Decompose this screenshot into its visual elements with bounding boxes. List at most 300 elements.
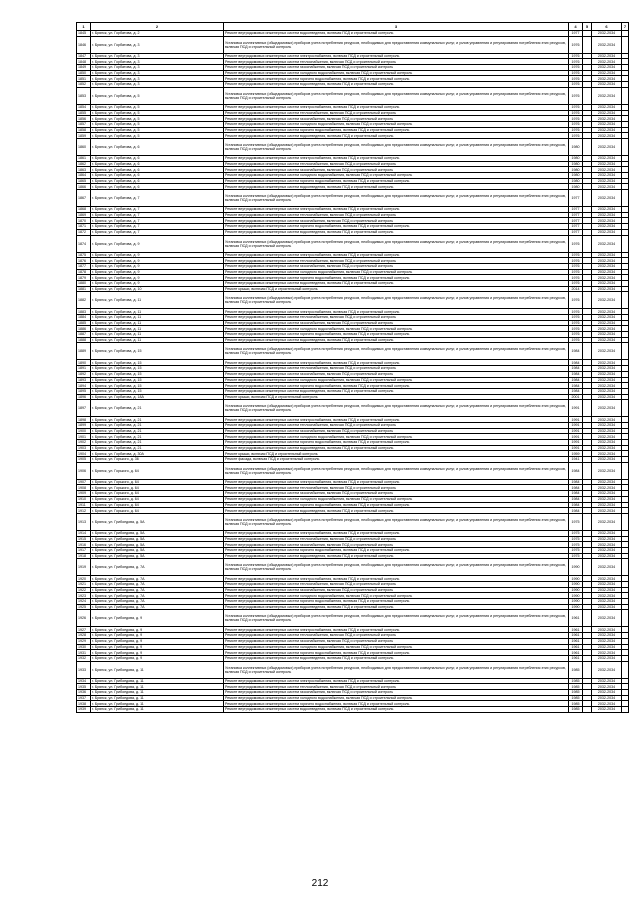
year-cell: 1976 [569,127,583,133]
row-number-cell: 1882 [77,292,91,309]
col-7-header: 7 [622,23,629,31]
year-cell: 1975 [569,513,583,530]
year-cell: 1977 [569,224,583,230]
address-cell: г. Брянск, ул. Горбатова, д. 5 [91,87,224,104]
year-cell: 1985 [569,707,583,713]
period-cell: 2032-2034 [592,127,622,133]
year-cell: 1977 [569,212,583,218]
period-cell: 2032-2034 [592,684,622,690]
row-number-cell: 1871 [77,224,91,230]
address-cell: г. Брянск, ул. Горбатова, д. 18А [91,394,224,400]
address-cell: г. Брянск, ул. Горбатова, д. 11 [91,292,224,309]
address-cell: г. Брянск, ул. Грибоедова, д. 9 [91,627,224,633]
work-type-cell: Ремонт внутридомовых инженерных систем электроснабжения, включая ПСД и строительный контроль [224,627,569,633]
work-type-cell: Ремонт внутридомовых инженерных систем горячего водоснабжения, включая ПСД и строительный контроль [224,275,569,281]
year-cell: 1984 [569,479,583,485]
address-cell: г. Брянск, ул. Грибоедова, д. 5А [91,547,224,553]
table-row [77,610,629,627]
work-type-cell: Ремонт внутридомовых инженерных систем горячего водоснабжения, включая ПСД и строительный контроль [224,332,569,338]
row-number-cell: 1934 [77,678,91,684]
year-cell: 1980 [569,167,583,173]
row-number-cell: 1911 [77,502,91,508]
work-type-cell: Ремонт внутридомовых инженерных систем водоотведения, включая ПСД и строительный контроль [224,337,569,343]
address-cell: г. Брянск, ул. Горбатова, д. 3 [91,70,224,76]
row-number-cell: 1854 [77,104,91,110]
period-cell: 2032-2034 [592,371,622,377]
row-number-cell: 1846 [77,36,91,53]
period-cell: 2032-2034 [592,252,622,258]
period-cell: 2032-2034 [592,513,622,530]
year-cell: 1984 [569,371,583,377]
table-row [77,36,629,53]
col-3-header: 3 [224,23,569,31]
empty-cell [622,513,629,530]
year-cell: 1990 [569,582,583,588]
row-number-cell: 1935 [77,684,91,690]
work-type-cell: Ремонт внутридомовых инженерных систем электроснабжения, включая ПСД и строительный контроль [224,479,569,485]
period-cell: 2032-2034 [592,701,622,707]
year-cell: 1977 [569,207,583,213]
address-cell: г. Брянск, ул. Грибоедова, д. 11 [91,684,224,690]
row-number-cell: 1912 [77,508,91,514]
empty-cell [622,462,629,479]
year-cell: 1985 [569,695,583,701]
year-cell: 1990 [569,599,583,605]
address-cell: г. Брянск, ул. Горбатова, д. 7 [91,229,224,235]
address-cell: г. Брянск, ул. Горбатова, д. 5 [91,116,224,122]
year-cell: 1991 [569,422,583,428]
year-cell: 1961 [569,638,583,644]
year-cell: 1984 [569,343,583,360]
work-type-cell: Ремонт внутридомовых инженерных систем электроснабжения, включая ПСД и строительный контроль [224,104,569,110]
work-type-cell: Ремонт внутридомовых инженерных систем холодного водоснабжения, включая ПСД и строительный контроль [224,173,569,179]
address-cell: г. Брянск, ул. Грибоедова, д. 9 [91,655,224,661]
row-number-cell: 1885 [77,320,91,326]
period-cell: 2032-2034 [592,326,622,332]
work-type-cell: Ремонт внутридомовых инженерных систем водоотведения, включая ПСД и строительный контроль [224,82,569,88]
year-cell: 1980 [569,184,583,190]
address-cell: г. Брянск, ул. Горбатова, д. 11 [91,315,224,321]
period-cell: 2032-2034 [592,263,622,269]
row-number-cell: 1891 [77,366,91,372]
year-cell: 1975 [569,536,583,542]
address-cell: г. Брянск, ул. Горбатова, д. 11 [91,337,224,343]
period-cell: 2032-2034 [592,638,622,644]
work-type-cell: Ремонт внутридомовых инженерных систем горячего водоснабжения, включая ПСД и строительный контроль [224,547,569,553]
row-number-cell: 1858 [77,127,91,133]
year-cell: 1976 [569,65,583,71]
row-number-cell: 1914 [77,530,91,536]
period-cell: 2032-2034 [592,110,622,116]
year-cell: 1977 [569,190,583,207]
period-cell: 2032-2034 [592,417,622,423]
address-cell: г. Брянск, ул. Грибоедова, д. 7А [91,604,224,610]
address-cell: г. Брянск, ул. Горбатова, д. 11 [91,332,224,338]
year-cell: 1977 [569,218,583,224]
work-type-cell: Ремонт внутридомовых инженерных систем горячего водоснабжения, включая ПСД и строительный контроль [224,650,569,656]
work-type-cell: Ремонт внутридомовых инженерных систем теплоснабжения, включая ПСД и строительный контроль [224,212,569,218]
row-number-cell: 1884 [77,315,91,321]
work-type-cell: Ремонт внутридомовых инженерных систем теплоснабжения, включая ПСД и строительный контроль [224,485,569,491]
work-type-cell: Установка коллективных (общедомовых) приборов учета потребления ресурсов, необходимых для предоставления коммунальных услуг, и узлов управления и регулирования потребления этих ресурсов, включая ПСД и строительный контроль [224,559,569,576]
row-number-cell: 1920 [77,576,91,582]
address-cell: г. Брянск, ул. Горбатова, д. 21 [91,434,224,440]
address-cell: г. Брянск, ул. Грибоедова, д. 5А [91,530,224,536]
year-cell: 1991 [569,445,583,451]
period-cell: 2032-2034 [592,292,622,309]
row-number-cell: 1921 [77,582,91,588]
year-cell: 1990 [569,604,583,610]
work-type-cell: Ремонт внутридомовых инженерных систем горячего водоснабжения, включая ПСД и строительный контроль [224,127,569,133]
table-row [77,87,629,104]
address-cell: г. Брянск, ул. Горбатова, д. 15 [91,343,224,360]
work-type-cell: Ремонт внутридомовых инженерных систем водоотведения, включая ПСД и строительный контроль [224,280,569,286]
address-cell: г. Брянск, ул. Грибоедова, д. 7А [91,582,224,588]
year-cell: 1976 [569,292,583,309]
col-4-header: 4 [569,23,583,31]
row-number-cell: 1847 [77,53,91,59]
period-cell: 2032-2034 [592,428,622,434]
empty-cell [622,661,629,678]
work-type-cell: Установка коллективных (общедомовых) приборов учета потребления ресурсов, необходимых для предоставления коммунальных услуг, и узлов управления и регулирования потребления этих ресурсов, включая ПСД и строительный контроль [224,400,569,417]
address-cell: г. Брянск, ул. Грибоедова, д. 9 [91,633,224,639]
address-cell: г. Брянск, ул. Горбатова, д. 9 [91,252,224,258]
period-cell: 2032-2034 [592,275,622,281]
address-cell: г. Брянск, ул. Горбатова, д. 15 [91,360,224,366]
work-type-cell: Ремонт внутридомовых инженерных систем холодного водоснабжения, включая ПСД и строительный контроль [224,496,569,502]
row-number-cell: 1902 [77,440,91,446]
work-type-cell: Ремонт внутридомовых инженерных систем газоснабжения, включая ПСД и строительный контроль [224,320,569,326]
address-cell: г. Брянск, ул. Горбатова, д. 3 [91,65,224,71]
empty-cell [583,707,592,713]
year-cell: 1941 [569,457,583,463]
row-number-cell: 1906 [77,462,91,479]
table-row [77,513,629,530]
work-type-cell: Ремонт внутридомовых инженерных систем теплоснабжения, включая ПСД и строительный контроль [224,110,569,116]
year-cell: 1984 [569,366,583,372]
period-cell: 2032-2034 [592,315,622,321]
address-cell: г. Брянск, ул. Горбатова, д. 6 [91,184,224,190]
table-row [77,400,629,417]
period-cell: 2032-2034 [592,31,622,37]
work-type-cell: Ремонт внутридомовых инженерных систем холодного водоснабжения, включая ПСД и строительный контроль [224,326,569,332]
period-cell: 2032-2034 [592,508,622,514]
row-number-cell: 1860 [77,138,91,155]
work-type-cell: Ремонт внутридомовых инженерных систем теплоснабжения, включая ПСД и строительный контроль [224,422,569,428]
period-cell: 2032-2034 [592,434,622,440]
row-number-cell: 1913 [77,513,91,530]
col-5-header: 5 [583,23,592,31]
address-cell: г. Брянск, ул. Горбатова, д. 15 [91,383,224,389]
period-cell: 2032-2034 [592,36,622,53]
row-number-cell: 1900 [77,428,91,434]
empty-cell [583,138,592,155]
empty-cell [622,292,629,309]
row-number-cell: 1903 [77,445,91,451]
table-body [77,31,629,713]
row-number-cell: 1905 [77,457,91,463]
year-cell: 1980 [569,155,583,161]
work-type-cell: Ремонт внутридомовых инженерных систем теплоснабжения, включая ПСД и строительный контроль [224,59,569,65]
work-type-cell: Ремонт внутридомовых инженерных систем горячего водоснабжения, включая ПСД и строительный контроль [224,178,569,184]
address-cell: г. Брянск, ул. Горбатова, д. 6 [91,173,224,179]
period-cell: 2032-2034 [592,440,622,446]
address-cell: г. Брянск, ул. Горбатова, д. 21 [91,400,224,417]
address-cell: г. Брянск, ул. Горбатова, д. 5 [91,133,224,139]
period-cell: 2032-2034 [592,76,622,82]
work-type-cell: Ремонт внутридомовых инженерных систем теплоснабжения, включая ПСД и строительный контроль [224,315,569,321]
empty-cell [622,138,629,155]
row-number-cell: 1922 [77,587,91,593]
row-number-cell: 1886 [77,326,91,332]
address-cell: г. Брянск, ул. Горбатова, д. 15 [91,388,224,394]
year-cell: 1976 [569,133,583,139]
work-type-cell: Ремонт внутридомовых инженерных систем холодного водоснабжения, включая ПСД и строительный контроль [224,434,569,440]
period-cell: 2032-2034 [592,678,622,684]
period-cell: 2032-2034 [592,286,622,292]
row-number-cell: 1923 [77,593,91,599]
address-cell: г. Брянск, ул. Грибоедова, д. 7А [91,587,224,593]
work-type-cell: Ремонт внутридомовых инженерных систем холодного водоснабжения, включая ПСД и строительный контроль [224,121,569,127]
row-number-cell: 1916 [77,542,91,548]
period-cell: 2032-2034 [592,280,622,286]
period-cell: 2032-2034 [592,70,622,76]
row-number-cell: 1892 [77,371,91,377]
work-type-cell: Ремонт крыши, включая ПСД и строительный контроль [224,394,569,400]
year-cell: 1991 [569,417,583,423]
address-cell: г. Брянск, ул. Горбатова, д. 6 [91,161,224,167]
year-cell: 1977 [569,229,583,235]
work-type-cell: Ремонт крыши, включая ПСД и строительный контроль [224,286,569,292]
work-type-cell: Ремонт внутридомовых инженерных систем теплоснабжения, включая ПСД и строительный контроль [224,366,569,372]
period-cell: 2032-2034 [592,116,622,122]
work-type-cell: Ремонт внутридомовых инженерных систем горячего водоснабжения, включая ПСД и строительный контроль [224,599,569,605]
period-cell: 2032-2034 [592,133,622,139]
period-cell: 2032-2034 [592,377,622,383]
address-cell: г. Брянск, ул. Горбатова, д. 11 [91,309,224,315]
address-cell: г. Брянск, ул. Горбатова, д. 30А [91,451,224,457]
empty-cell [583,559,592,576]
empty-cell [622,559,629,576]
row-number-cell: 1917 [77,547,91,553]
year-cell: 1984 [569,462,583,479]
period-cell: 2032-2034 [592,383,622,389]
row-number-cell: 1925 [77,604,91,610]
work-type-cell: Установка коллективных (общедомовых) приборов учета потребления ресурсов, необходимых для предоставления коммунальных услуг, и узлов управления и регулирования потребления этих ресурсов, включая ПСД и строительный контроль [224,138,569,155]
address-cell: г. Брянск, ул. Горбатова, д. 3 [91,76,224,82]
period-cell: 2032-2034 [592,309,622,315]
work-type-cell: Ремонт внутридомовых инженерных систем газоснабжения, включая ПСД и строительный контроль [224,263,569,269]
work-type-cell: Установка коллективных (общедомовых) приборов учета потребления ресурсов, необходимых для предоставления коммунальных услуг, и узлов управления и регулирования потребления этих ресурсов, включая ПСД и строительный контроль [224,610,569,627]
address-cell: г. Брянск, ул. Горбатова, д. 15 [91,377,224,383]
year-cell: 1976 [569,320,583,326]
year-cell: 1980 [569,138,583,155]
address-cell: г. Брянск, ул. Горбатова, д. 7 [91,190,224,207]
row-number-cell: 1878 [77,269,91,275]
address-cell: г. Брянск, ул. Горбатова, д. 6 [91,178,224,184]
work-type-cell: Ремонт внутридомовых инженерных систем водоотведения, включая ПСД и строительный контроль [224,445,569,451]
row-number-cell: 1869 [77,212,91,218]
page-number: 212 [311,878,329,889]
row-number-cell: 1849 [77,65,91,71]
address-cell: г. Брянск, ул. Грибоедова, д. 11 [91,701,224,707]
work-type-cell: Ремонт внутридомовых инженерных систем теплоснабжения, включая ПСД и строительный контроль [224,258,569,264]
work-type-cell: Ремонт внутридомовых инженерных систем горячего водоснабжения, включая ПСД и строительный контроль [224,502,569,508]
row-number-cell: 1930 [77,644,91,650]
empty-cell [622,235,629,252]
year-cell: 1961 [569,655,583,661]
address-cell: г. Брянск, ул. Горбатова, д. 6 [91,155,224,161]
year-cell: 1976 [569,110,583,116]
year-cell: 1984 [569,377,583,383]
work-type-cell: Установка коллективных (общедомовых) приборов учета потребления ресурсов, необходимых для предоставления коммунальных услуг, и узлов управления и регулирования потребления этих ресурсов, включая ПСД и строительный контроль [224,190,569,207]
row-number-cell: 1872 [77,229,91,235]
year-cell: 1984 [569,388,583,394]
work-type-cell: Ремонт внутридомовых инженерных систем газоснабжения, включая ПСД и строительный контроль [224,542,569,548]
year-cell: 1961 [569,633,583,639]
address-cell: г. Брянск, ул. Грибоедова, д. 5А [91,553,224,559]
empty-cell [583,235,592,252]
row-number-cell: 1856 [77,116,91,122]
register-sheet [76,22,628,713]
year-cell: 1984 [569,508,583,514]
row-number-cell: 1867 [77,190,91,207]
work-type-cell: Установка коллективных (общедомовых) приборов учета потребления ресурсов, необходимых для предоставления коммунальных услуг, и узлов управления и регулирования потребления этих ресурсов, включая ПСД и строительный контроль [224,235,569,252]
row-number-cell: 1927 [77,627,91,633]
table-row [77,138,629,155]
work-type-cell: Ремонт внутридомовых инженерных систем электроснабжения, включая ПСД и строительный контроль [224,207,569,213]
year-cell: 1976 [569,275,583,281]
address-cell: г. Брянск, ул. Грибоедова, д. 7А [91,559,224,576]
address-cell: г. Брянск, ул. Горбатова, д. 21 [91,417,224,423]
row-number-cell: 1851 [77,76,91,82]
table-row [77,292,629,309]
address-cell: г. Брянск, ул. Горбатова, д. 9 [91,235,224,252]
work-type-cell: Ремонт фасада, включая ПСД и строительный контроль [224,457,569,463]
period-cell: 2032-2034 [592,366,622,372]
address-cell: г. Брянск, ул. Горбатова, д. 9 [91,275,224,281]
year-cell: 1990 [569,593,583,599]
row-number-cell: 1904 [77,451,91,457]
period-cell: 2032-2034 [592,337,622,343]
address-cell: г. Брянск, ул. Горбатова, д. 3 [91,36,224,53]
period-cell: 2032-2034 [592,207,622,213]
work-type-cell: Установка коллективных (общедомовых) приборов учета потребления ресурсов, необходимых для предоставления коммунальных услуг, и узлов управления и регулирования потребления этих ресурсов, включая ПСД и строительный контроль [224,462,569,479]
work-type-cell: Ремонт внутридомовых инженерных систем водоотведения, включая ПСД и строительный контроль [224,553,569,559]
period-cell: 2032-2034 [592,587,622,593]
address-cell: г. Брянск, ул. Грибоедова, д. 9 [91,610,224,627]
address-cell: г. Брянск, ул. Грибоедова, д. 5А [91,536,224,542]
address-cell: г. Брянск, ул. Горбатова, д. 3 [91,53,224,59]
work-type-cell: Установка коллективных (общедомовых) приборов учета потребления ресурсов, необходимых для предоставления коммунальных услуг, и узлов управления и регулирования потребления этих ресурсов, включая ПСД и строительный контроль [224,292,569,309]
period-cell: 2032-2034 [592,388,622,394]
row-number-cell: 1933 [77,661,91,678]
table-row [77,343,629,360]
table-row [77,190,629,207]
year-cell: 1975 [569,547,583,553]
row-number-cell: 1868 [77,207,91,213]
work-type-cell: Ремонт внутридомовых инженерных систем теплоснабжения, включая ПСД и строительный контроль [224,582,569,588]
period-cell: 2032-2034 [592,457,622,463]
table-header-row [77,23,629,31]
year-cell: 1976 [569,235,583,252]
address-cell: г. Брянск, ул. Горького, д. 64 [91,485,224,491]
row-number-cell: 1859 [77,133,91,139]
year-cell: 1975 [569,542,583,548]
address-cell: г. Брянск, ул. Грибоедова, д. 5А [91,513,224,530]
period-cell: 2032-2034 [592,689,622,695]
period-cell: 2032-2034 [592,536,622,542]
row-number-cell: 1861 [77,155,91,161]
work-type-cell: Ремонт внутридомовых инженерных систем теплоснабжения, включая ПСД и строительный контроль [224,161,569,167]
period-cell: 2032-2034 [592,502,622,508]
work-type-cell: Ремонт внутридомовых инженерных систем электроснабжения, включая ПСД и строительный контроль [224,155,569,161]
table-row [77,462,629,479]
work-type-cell: Ремонт внутридомовых инженерных систем холодного водоснабжения, включая ПСД и строительный контроль [224,269,569,275]
period-cell: 2032-2034 [592,184,622,190]
period-cell: 2032-2034 [592,235,622,252]
address-cell: г. Брянск, ул. Грибоедова, д. 11 [91,707,224,713]
period-cell: 2032-2034 [592,121,622,127]
address-cell: г. Брянск, ул. Горбатова, д. 7 [91,212,224,218]
period-cell: 2032-2034 [592,212,622,218]
work-type-cell: Ремонт внутридомовых инженерных систем холодного водоснабжения, включая ПСД и строительный контроль [224,377,569,383]
work-type-cell: Установка коллективных (общедомовых) приборов учета потребления ресурсов, необходимых для предоставления коммунальных услуг, и узлов управления и регулирования потребления этих ресурсов, включая ПСД и строительный контроль [224,87,569,104]
work-type-cell: Ремонт внутридомовых инженерных систем электроснабжения, включая ПСД и строительный контроль [224,678,569,684]
period-cell: 2032-2034 [592,599,622,605]
empty-cell [622,87,629,104]
work-type-cell: Ремонт внутридомовых инженерных систем теплоснабжения, включая ПСД и строительный контроль [224,684,569,690]
address-cell: г. Брянск, ул. Горбатова, д. 9 [91,269,224,275]
year-cell: 1976 [569,116,583,122]
address-cell: г. Брянск, ул. Горбатова, д. 11 [91,320,224,326]
period-cell: 2032-2034 [592,258,622,264]
year-cell: 1991 [569,428,583,434]
row-number-cell: 1910 [77,496,91,502]
row-number-cell: 1919 [77,559,91,576]
empty-cell [583,513,592,530]
period-cell: 2032-2034 [592,190,622,207]
row-number-cell: 1928 [77,633,91,639]
empty-cell [583,462,592,479]
year-cell: 1985 [569,684,583,690]
row-number-cell: 1855 [77,110,91,116]
period-cell: 2032-2034 [592,161,622,167]
year-cell: 1976 [569,269,583,275]
row-number-cell: 1852 [77,82,91,88]
empty-cell [583,661,592,678]
year-cell: 1985 [569,678,583,684]
address-cell: г. Брянск, ул. Горбатова, д. 21 [91,440,224,446]
col-1-header: 1 [77,23,91,31]
address-cell: г. Брянск, ул. Горбатова, д. 21 [91,445,224,451]
address-cell: г. Брянск, ул. Грибоедова, д. 7А [91,599,224,605]
empty-cell [622,36,629,53]
address-cell: г. Брянск, ул. Горбатова, д. 11 [91,326,224,332]
period-cell: 2032-2034 [592,65,622,71]
work-type-cell: Ремонт внутридомовых инженерных систем водоотведения, включая ПСД и строительный контроль [224,604,569,610]
row-number-cell: 1929 [77,638,91,644]
work-type-cell: Ремонт внутридомовых инженерных систем холодного водоснабжения, включая ПСД и строительный контроль [224,644,569,650]
period-cell: 2032-2034 [592,655,622,661]
year-cell: 1985 [569,661,583,678]
year-cell: 1976 [569,121,583,127]
year-cell: 1976 [569,280,583,286]
row-number-cell: 1870 [77,218,91,224]
year-cell: 1985 [569,701,583,707]
year-cell: 1976 [569,70,583,76]
work-type-cell: Ремонт внутридомовых инженерных систем электроснабжения, включая ПСД и строительный контроль [224,53,569,59]
